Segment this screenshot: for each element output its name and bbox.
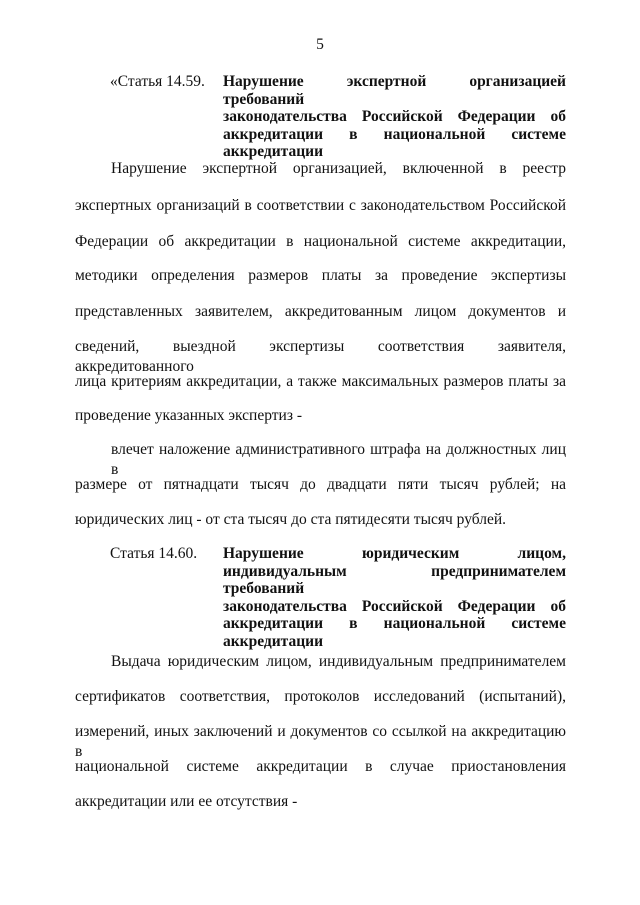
sanction-line: влечет наложение административного штрафа на должностных лиц в — [111, 441, 566, 478]
article-14-59-title — [223, 73, 566, 161]
paragraph-line: сведений, выездной экспертизы соответствия заявителя, аккредитованного — [75, 338, 566, 375]
article-14-59-label: «Статья 14.59. — [110, 73, 205, 90]
paragraph-line: методики определения размеров платы за проведение экспертизы — [75, 267, 566, 284]
article-14-60-heading — [110, 545, 566, 650]
paragraph-line: представленных заявителем, аккредитованным лицом документов и — [75, 303, 566, 320]
article-14-60-label: Статья 14.60. — [110, 545, 198, 562]
paragraph-line: сертификатов соответствия, протоколов исследований (испытаний), — [75, 688, 566, 705]
page-number: 5 — [316, 36, 324, 53]
paragraph-line: экспертных организаций в соответствии с законодательством Российской — [75, 197, 566, 214]
paragraph-line: проведение указанных экспертиз - — [75, 407, 302, 424]
sanction-line: размере от пятнадцати тысяч до двадцати пяти тысяч рублей; на — [75, 476, 566, 493]
article-14-60-title-line: Нарушение юридическим лицом, — [223, 545, 566, 562]
paragraph-line: Выдача юридическим лицом, индивидуальным предпринимателем — [111, 653, 566, 670]
paragraph-line: лица критериям аккредитации, а также максимальных размеров платы за — [75, 373, 566, 390]
paragraph-line: измерений, иных заключений и документов со ссылкой на аккредитацию в — [75, 723, 566, 760]
paragraph-line: Нарушение экспертной организацией, включенной в реестр — [111, 160, 566, 177]
article-14-60-title-line: аккредитации в национальной системе — [223, 615, 566, 632]
article-14-59-heading — [110, 73, 566, 161]
paragraph-line: Федерации об аккредитации в национальной системе аккредитации, — [75, 233, 566, 250]
article-14-60-title-line: законодательства Российской Федерации об — [223, 597, 566, 615]
article-14-59-title-line: законодательства Российской Федерации об — [223, 108, 566, 125]
article-14-59-title-line: аккредитации в национальной системе — [223, 125, 566, 143]
paragraph-line: аккредитации или ее отсутствия - — [75, 793, 298, 810]
article-14-60-title — [223, 545, 566, 650]
article-14-59-title-line: аккредитации — [223, 143, 324, 160]
article-14-60-title-line: индивидуальным предпринимателем требований — [223, 562, 566, 597]
article-14-59-title-line: Нарушение экспертной организацией требований — [223, 73, 566, 108]
sanction-line: юридических лиц - от ста тысяч до ста пятидесяти тысяч рублей. — [75, 511, 507, 528]
article-14-60-title-line: аккредитации — [223, 632, 324, 650]
paragraph-line: национальной системе аккредитации в случае приостановления — [75, 758, 566, 775]
